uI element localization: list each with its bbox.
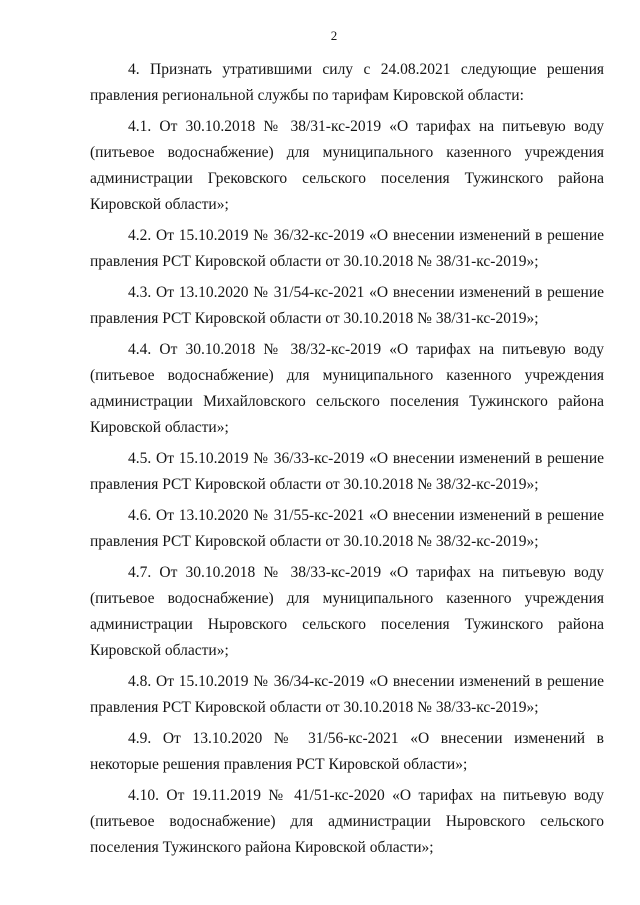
paragraph-4-4: 4.4. От 30.10.2018 № 38/32-кс-2019 «О тарифах на питьевую воду (питьевое водоснабжение) для муниципального казенного учреждения администрации Михайловского сельского поселения Тужинского района Кировской области»; [90,341,604,436]
document-body [90,57,604,866]
paragraph-4: 4. Признать утратившими силу с 24.08.2021 следующие решения правления региональной службы по тарифам Кировской области: [90,61,604,104]
page-number: 2 [330,28,338,43]
paragraph-4-8: 4.8. От 15.10.2019 № 36/34-кс-2019 «О внесении изменений в решение правления РСТ Кировской области от 30.10.2018 № 38/33-кс-2019»; [90,673,604,716]
paragraph-4-9: 4.9. От 13.10.2020 № 31/56-кс-2021 «О внесении изменений в некоторые решения правления РСТ Кировской области»; [90,730,604,773]
paragraph-4-1: 4.1. От 30.10.2018 № 38/31-кс-2019 «О тарифах на питьевую воду (питьевое водоснабжение) для муниципального казенного учреждения администрации Грековского сельского поселения Тужинского района Кировской области»; [90,118,604,213]
paragraph-4-6: 4.6. От 13.10.2020 № 31/55-кс-2021 «О внесении изменений в решение правления РСТ Кировской области от 30.10.2018 № 38/32-кс-2019»; [90,507,604,550]
paragraph-4-3: 4.3. От 13.10.2020 № 31/54-кс-2021 «О внесении изменений в решение правления РСТ Кировской области от 30.10.2018 № 38/31-кс-2019»; [90,284,604,327]
paragraph-4-10: 4.10. От 19.11.2019 № 41/51-кс-2020 «О тарифах на питьевую воду (питьевое водоснабжение) для администрации Ныровского сельского поселения Тужинского района Кировской области»; [90,787,604,856]
paragraph-4-7: 4.7. От 30.10.2018 № 38/33-кс-2019 «О тарифах на питьевую воду (питьевое водоснабжение) для муниципального казенного учреждения администрации Ныровского сельского поселения Тужинского района Кировской области»; [90,564,604,659]
paragraph-4-5: 4.5. От 15.10.2019 № 36/33-кс-2019 «О внесении изменений в решение правления РСТ Кировской области от 30.10.2018 № 38/32-кс-2019»; [90,450,604,493]
paragraph-4-2: 4.2. От 15.10.2019 № 36/32-кс-2019 «О внесении изменений в решение правления РСТ Кировской области от 30.10.2018 № 38/31-кс-2019»; [90,227,604,270]
